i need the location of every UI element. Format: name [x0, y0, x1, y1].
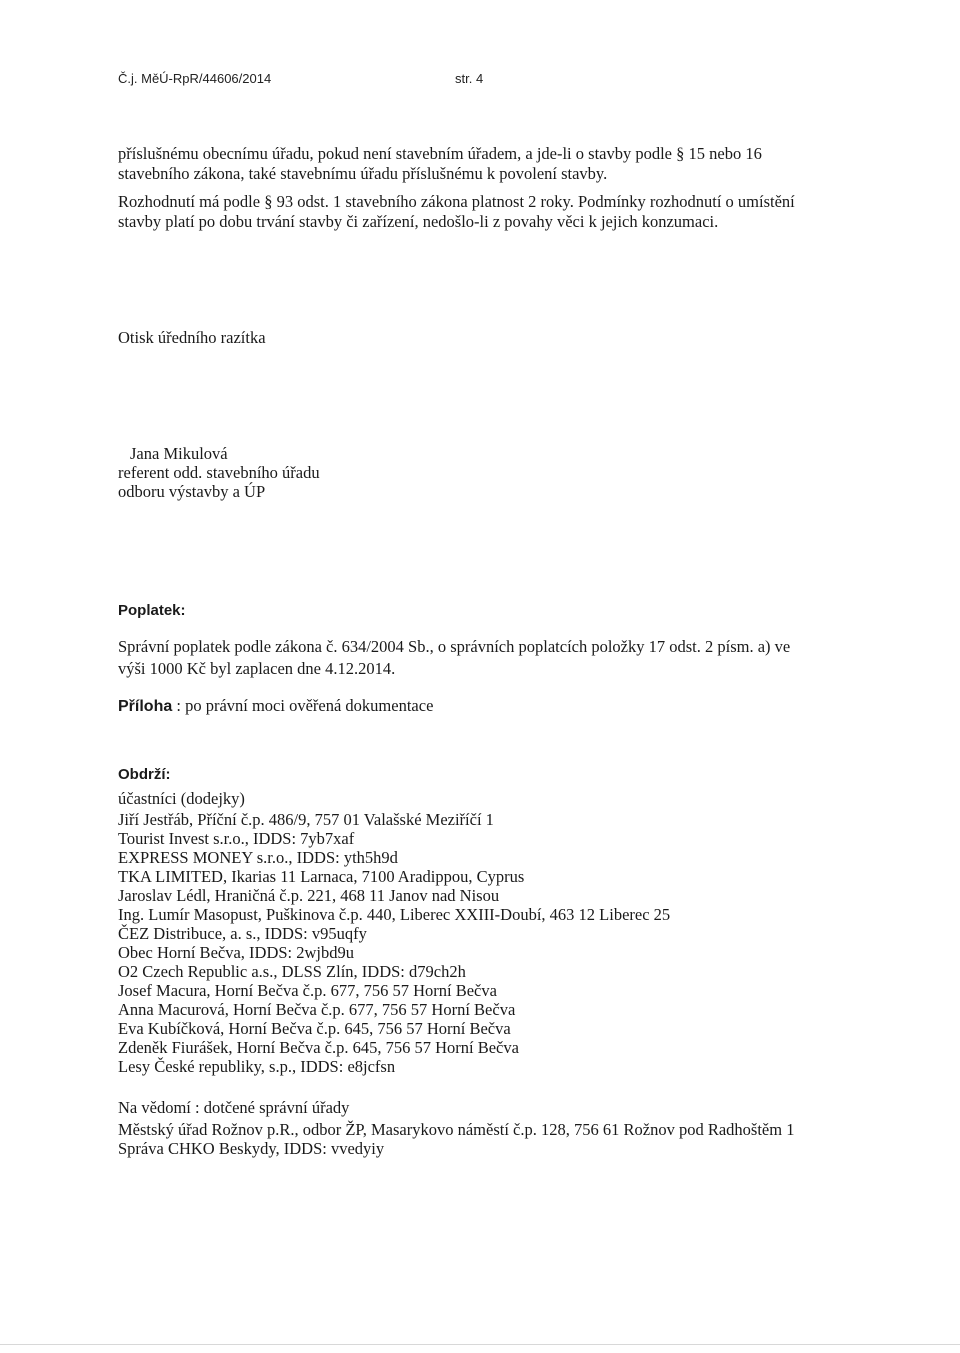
- recipients-list: [118, 810, 670, 1076]
- recipient-item: O2 Czech Republic a.s., DLSS Zlín, IDDS: d79ch2h: [118, 962, 466, 981]
- recipients-subheading: účastníci (dodejky): [118, 789, 245, 808]
- recipient-item: Josef Macura, Horní Bečva č.p. 677, 756 57 Horní Bečva: [118, 981, 497, 1000]
- notified-list: [118, 1120, 794, 1158]
- fee-heading: Poplatek:: [118, 602, 186, 619]
- signatory-block: [118, 444, 320, 501]
- page-number: str. 4: [455, 71, 484, 86]
- notified-item: Městský úřad Rožnov p.R., odbor ŽP, Masarykovo náměstí č.p. 128, 756 61 Rožnov pod Radhoštěm 1: [118, 1120, 795, 1139]
- recipients-heading: Obdrží:: [118, 766, 171, 783]
- document-reference: Č.j. MěÚ-RpR/44606/2014: [118, 71, 272, 86]
- page-bottom-edge: [0, 1344, 960, 1345]
- notified-heading: Na vědomí : dotčené správní úřady: [118, 1098, 350, 1117]
- recipient-item: EXPRESS MONEY s.r.o., IDDS: yth5h9d: [118, 848, 398, 867]
- fee-line-2: výši 1000 Kč byl zaplacen dne 4.12.2014.: [118, 659, 396, 678]
- signatory-role: referent odd. stavebního úřadu: [118, 463, 320, 482]
- intro-line-1: příslušnému obecnímu úřadu, pokud není stavebním úřadem, a jde-li o stavby podle § 15 nebo 16: [118, 144, 762, 163]
- attachment-text: : po právní moci ověřená dokumentace: [172, 696, 434, 715]
- fee-line-1: Správní poplatek podle zákona č. 634/2004 Sb., o správních poplatcích položky 17 odst. 2 písm. a) ve: [118, 637, 791, 656]
- fee-paragraph: [118, 636, 790, 680]
- recipient-item: ČEZ Distribuce, a. s., IDDS: v95uqfy: [118, 924, 367, 943]
- validity-paragraph: [118, 192, 795, 232]
- recipient-item: TKA LIMITED, Ikarias 11 Larnaca, 7100 Aradippou, Cyprus: [118, 867, 525, 886]
- validity-line-1: Rozhodnutí má podle § 93 odst. 1 stavebního zákona platnost 2 roky. Podmínky rozhodnutí o umístění: [118, 192, 795, 211]
- recipient-item: Jiří Jestřáb, Příční č.p. 486/9, 757 01 Valašské Meziříčí 1: [118, 810, 494, 829]
- intro-paragraph: [118, 144, 762, 184]
- validity-line-2: stavby platí po dobu trvání stavby či zařízení, nedošlo-li z povahy věci k jejich konzumaci.: [118, 212, 719, 231]
- signatory-name: Jana Mikulová: [130, 444, 228, 463]
- recipient-item: Tourist Invest s.r.o., IDDS: 7yb7xaf: [118, 829, 355, 848]
- attachment-line: [118, 696, 433, 717]
- recipient-item: Ing. Lumír Masopust, Puškinova č.p. 440, Liberec XXIII-Doubí, 463 12 Liberec 25: [118, 905, 671, 924]
- recipient-item: Jaroslav Lédl, Hraničná č.p. 221, 468 11 Janov nad Nisou: [118, 886, 500, 905]
- notified-item: Správa CHKO Beskydy, IDDS: vvedyiy: [118, 1139, 385, 1158]
- recipient-item: Eva Kubíčková, Horní Bečva č.p. 645, 756 57 Horní Bečva: [118, 1019, 511, 1038]
- recipient-item: Zdeněk Fiurášek, Horní Bečva č.p. 645, 756 57 Horní Bečva: [118, 1038, 519, 1057]
- attachment-label: Příloha: [118, 698, 173, 715]
- signatory-department: odboru výstavby a ÚP: [118, 482, 266, 501]
- recipient-item: Obec Horní Bečva, IDDS: 2wjbd9u: [118, 943, 354, 962]
- stamp-label: Otisk úředního razítka: [118, 328, 266, 347]
- recipient-item: Lesy České republiky, s.p., IDDS: e8jcfsn: [118, 1057, 396, 1076]
- intro-line-2: stavebního zákona, také stavebnímu úřadu příslušnému k povolení stavby.: [118, 164, 608, 183]
- recipient-item: Anna Macurová, Horní Bečva č.p. 677, 756 57 Horní Bečva: [118, 1000, 516, 1019]
